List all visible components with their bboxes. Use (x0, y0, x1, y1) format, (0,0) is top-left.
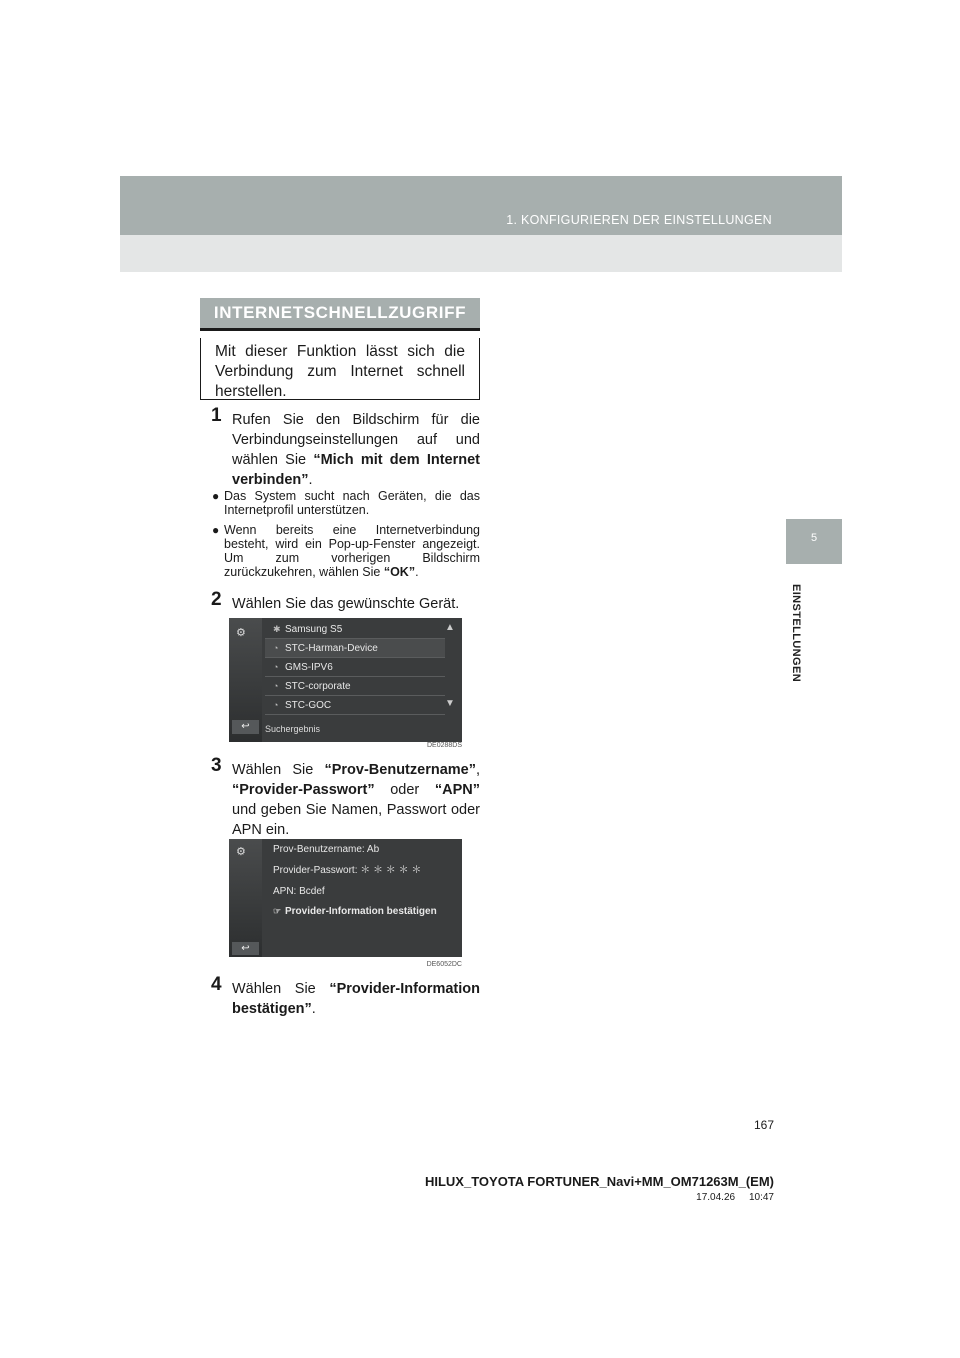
apn-row[interactable]: APN: Bcdef (273, 886, 325, 897)
screenshot-provider (229, 839, 462, 957)
step-3: 3 Wählen Sie “Prov-Benutzername”, “Provider-Passwort” oder “APN” und geben Sie Namen, Passwort oder APN ein. (211, 755, 480, 838)
back-icon[interactable]: ↩ (232, 720, 259, 734)
device-row[interactable]: ◔ GMS-IPV6 (265, 658, 445, 677)
figure-code: DE6052DC (426, 961, 462, 968)
device-row[interactable]: ◔ STC-GOC (265, 696, 445, 715)
scroll-down-icon[interactable]: ▼ (445, 698, 455, 709)
bullet-1: ● Das System sucht nach Geräten, die das Internetprofil unterstützen. (212, 489, 480, 517)
wifi-icon: ◔ (273, 643, 279, 653)
device-row[interactable]: ◔ STC-Harman-Device (265, 639, 445, 658)
page-number: 167 (753, 1118, 774, 1132)
step-2: 2 Wählen Sie das gewünschte Gerät. (211, 589, 460, 612)
figure-code: DE0288DS (426, 742, 462, 749)
step-1: 1 Rufen Sie den Bildschirm für die Verbindungseinstellungen auf und wählen Sie “Mich mit dem Internet verbinden”. (211, 405, 480, 488)
print-stamp: 17.04.26 10:47 (696, 1192, 774, 1203)
intro-box: Mit dieser Funktion lässt sich die Verbindung zum Internet schnell herstellen. (200, 338, 480, 400)
chapter-title: 1. KONFIGURIEREN DER EINSTELLUNGEN (506, 213, 772, 227)
screenshot-device-list (229, 618, 462, 742)
confirm-row[interactable]: ☞ Provider-Information bestätigen (265, 902, 449, 920)
bullet-2: ● Wenn bereits eine Internetverbindung besteht, wird ein Pop-up-Fenster angezeigt. Um zum vorherigen Bildschirm zurückzukehren, wählen Sie “OK”. (212, 523, 480, 579)
device-row[interactable]: ◔ STC-corporate (265, 677, 445, 696)
password-row[interactable]: Provider-Passwort: ＊ ＊ ＊ ＊ ＊ (273, 865, 422, 876)
bluetooth-icon: ✱ (273, 624, 281, 634)
wifi-icon: ◔ (273, 662, 279, 672)
section-rule (200, 328, 480, 331)
chapter-number: 5 (810, 532, 818, 544)
confirm-icon: ☞ (273, 906, 282, 916)
settings-icon: ⚙ (236, 846, 246, 858)
device-row[interactable]: ✱ Samsung S5 (265, 620, 445, 639)
doc-id: HILUX_TOYOTA FORTUNER_Navi+MM_OM71263M_(EM) (424, 1174, 774, 1189)
footer-label: Suchergebnis (265, 724, 321, 734)
wifi-icon: ◔ (273, 681, 279, 691)
back-icon[interactable]: ↩ (232, 942, 259, 955)
step-4: 4 Wählen Sie “Provider-Information bestätigen”. (211, 974, 480, 1017)
side-label: EINSTELLUNGEN (790, 583, 802, 683)
settings-icon: ⚙ (236, 627, 246, 639)
username-row[interactable]: Prov-Benutzername: Ab (273, 844, 380, 855)
wifi-icon: ◔ (273, 700, 279, 710)
section-title: INTERNETSCHNELLZUGRIFF (200, 298, 480, 328)
scroll-up-icon[interactable]: ▲ (445, 622, 455, 633)
